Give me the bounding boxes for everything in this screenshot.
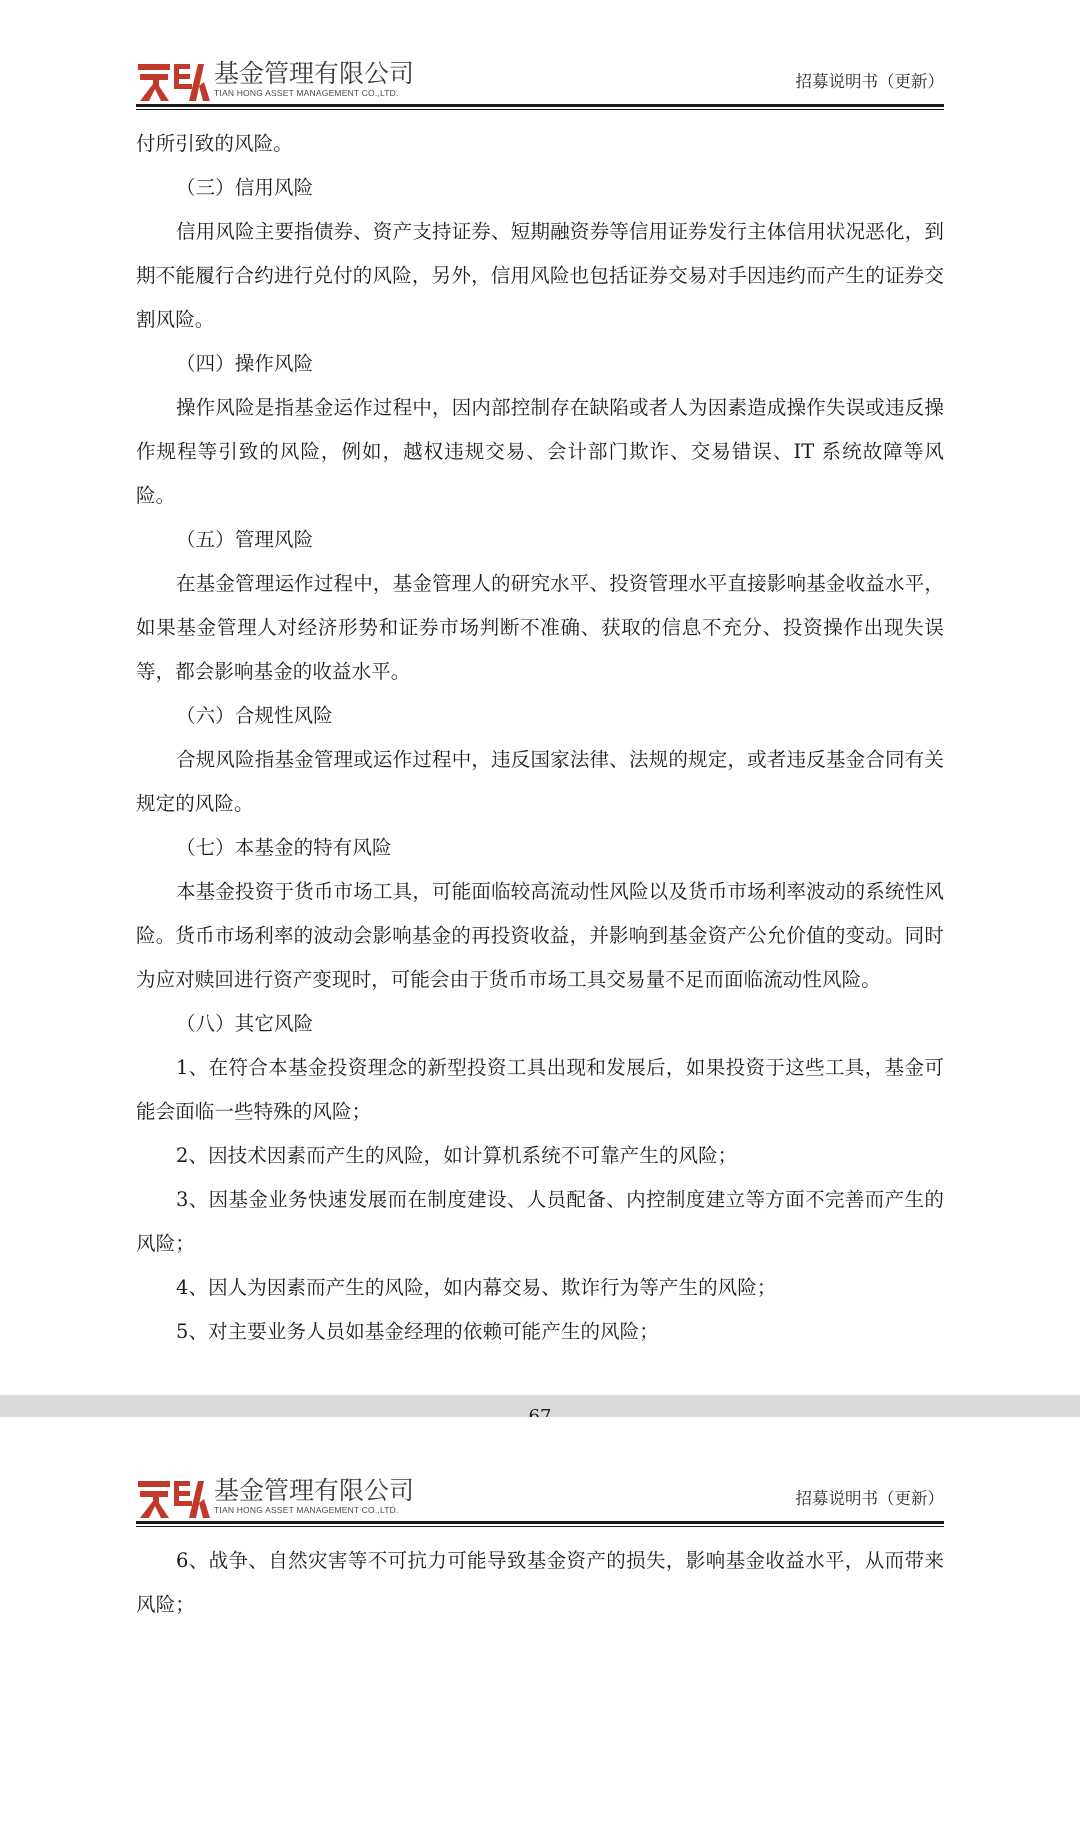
- company-logo: [136, 58, 414, 98]
- section-heading: （八）其它风险: [175, 1012, 314, 1035]
- logo-wordmark: [214, 60, 414, 98]
- tianhong-logo-mark-icon: [136, 1475, 214, 1515]
- list-item: 5、对主要业务人员如基金经理的依赖可能产生的风险；: [175, 1320, 659, 1343]
- section-heading: （七）本基金的特有风险: [175, 836, 392, 859]
- paragraph: 在基金管理运作过程中，基金管理人的研究水平、投资管理水平直接影响基金收益水平，如果基金管理人对经济形势和证券市场判断不准确、获取的信息不充分、投资操作出现失误等，都会影响基金的收益水平。: [136, 572, 944, 683]
- section-heading: （五）管理风险: [175, 528, 314, 551]
- header-divider: [136, 1519, 944, 1527]
- logo-company-name-en: TIAN HONG ASSET MANAGEMENT CO.,LTD.: [214, 1505, 399, 1515]
- header-divider: [136, 102, 944, 110]
- list-item: 6、战争、自然灾害等不可抗力可能导致基金资产的损失，影响基金收益水平，从而带来风险；: [136, 1549, 944, 1616]
- section-heading: （三）信用风险: [175, 176, 314, 199]
- paragraph: 付所引致的风险。: [136, 132, 293, 155]
- page-2-body: [136, 1527, 944, 1627]
- logo-company-name-en: TIAN HONG ASSET MANAGEMENT CO.,LTD.: [214, 88, 399, 98]
- paragraph: 合规风险指基金管理或运作过程中，违反国家法律、法规的规定，或者违反基金合同有关规定的风险。: [136, 748, 944, 815]
- list-item: 1、在符合本基金投资理念的新型投资工具出现和发展后，如果投资于这些工具，基金可能会面临一些特殊的风险；: [136, 1056, 944, 1123]
- paragraph: 本基金投资于货币市场工具，可能面临较高流动性风险以及货币市场利率波动的系统性风险。货币市场利率的波动会影响基金的再投资收益，并影响到基金资产公允价值的变动。同时为应对赎回进行资产变现时，可能会由于货币市场工具交易量不足而面临流动性风险。: [136, 880, 944, 991]
- list-item: 2、因技术因素而产生的风险，如计算机系统不可靠产生的风险；: [175, 1144, 738, 1167]
- list-item: 4、因人为因素而产生的风险，如内幕交易、欺诈行为等产生的风险；: [175, 1276, 777, 1299]
- company-logo: [136, 1475, 414, 1515]
- page-header: [136, 40, 944, 102]
- logo-company-name-cn: 基金管理有限公司: [214, 59, 415, 88]
- logo-company-name-cn: 基金管理有限公司: [214, 1476, 415, 1505]
- section-heading: （四）操作风险: [175, 352, 314, 375]
- document-page-1: [0, 40, 1080, 1395]
- header-document-title: 招募说明书（更新）: [795, 72, 944, 91]
- list-item: 3、因基金业务快速发展而在制度建设、人员配备、内控制度建立等方面不完善而产生的风险；: [136, 1188, 944, 1255]
- tianhong-logo-mark-icon: [136, 58, 214, 98]
- section-heading: （六）合规性风险: [175, 704, 333, 727]
- top-margin-strip: [0, 0, 1080, 40]
- logo-wordmark: [214, 1477, 414, 1515]
- header-rule-thick: [136, 1521, 944, 1524]
- document-page-2: [0, 1417, 1080, 1837]
- paragraph: 操作风险是指基金运作过程中，因内部控制存在缺陷或者人为因素造成操作失误或违反操作规程等引致的风险，例如，越权违规交易、会计部门欺诈、交易错误、IT 系统故障等风险。: [136, 396, 944, 507]
- paragraph: 信用风险主要指债券、资产支持证券、短期融资券等信用证券发行主体信用状况恶化，到期不能履行合约进行兑付的风险，另外，信用风险也包括证券交易对手因违约而产生的证券交割风险。: [136, 220, 944, 331]
- page-1-body: [136, 110, 944, 1427]
- header-document-title: 招募说明书（更新）: [795, 1489, 944, 1508]
- header-rule-thick: [136, 104, 944, 107]
- page-header: [136, 1457, 944, 1519]
